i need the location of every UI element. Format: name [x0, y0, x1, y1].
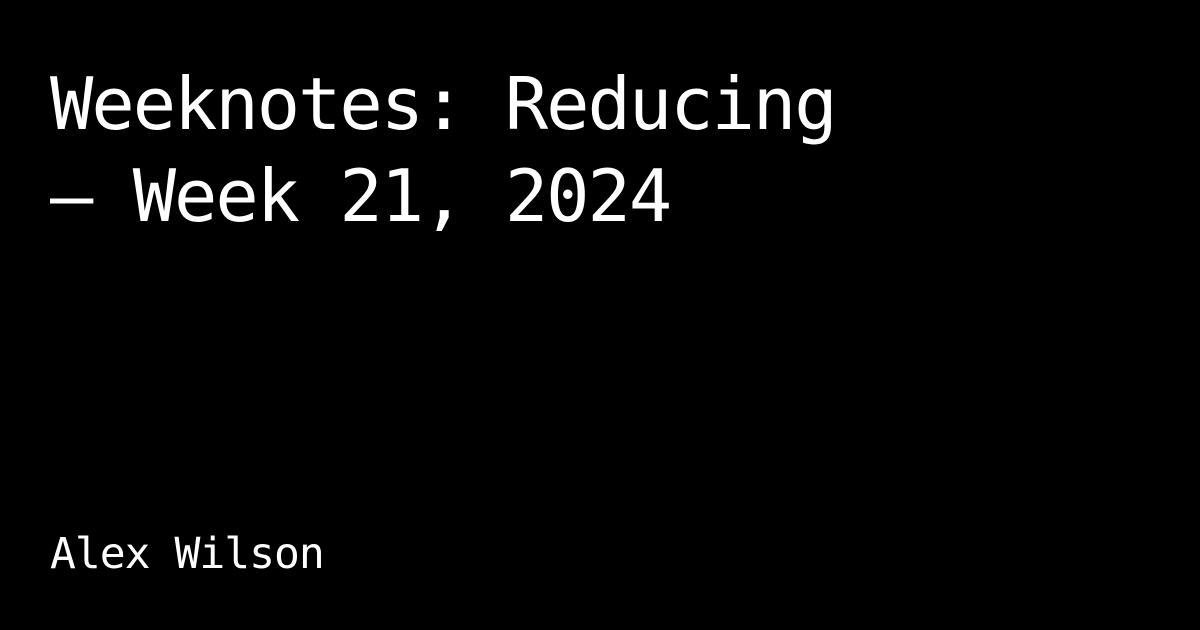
author-name: Alex Wilson [50, 529, 324, 579]
post-title [50, 58, 1150, 242]
post-title-line-1: Weeknotes: Reducing [50, 62, 836, 146]
post-title-line-2: — Week 21, 2024 [50, 154, 671, 238]
